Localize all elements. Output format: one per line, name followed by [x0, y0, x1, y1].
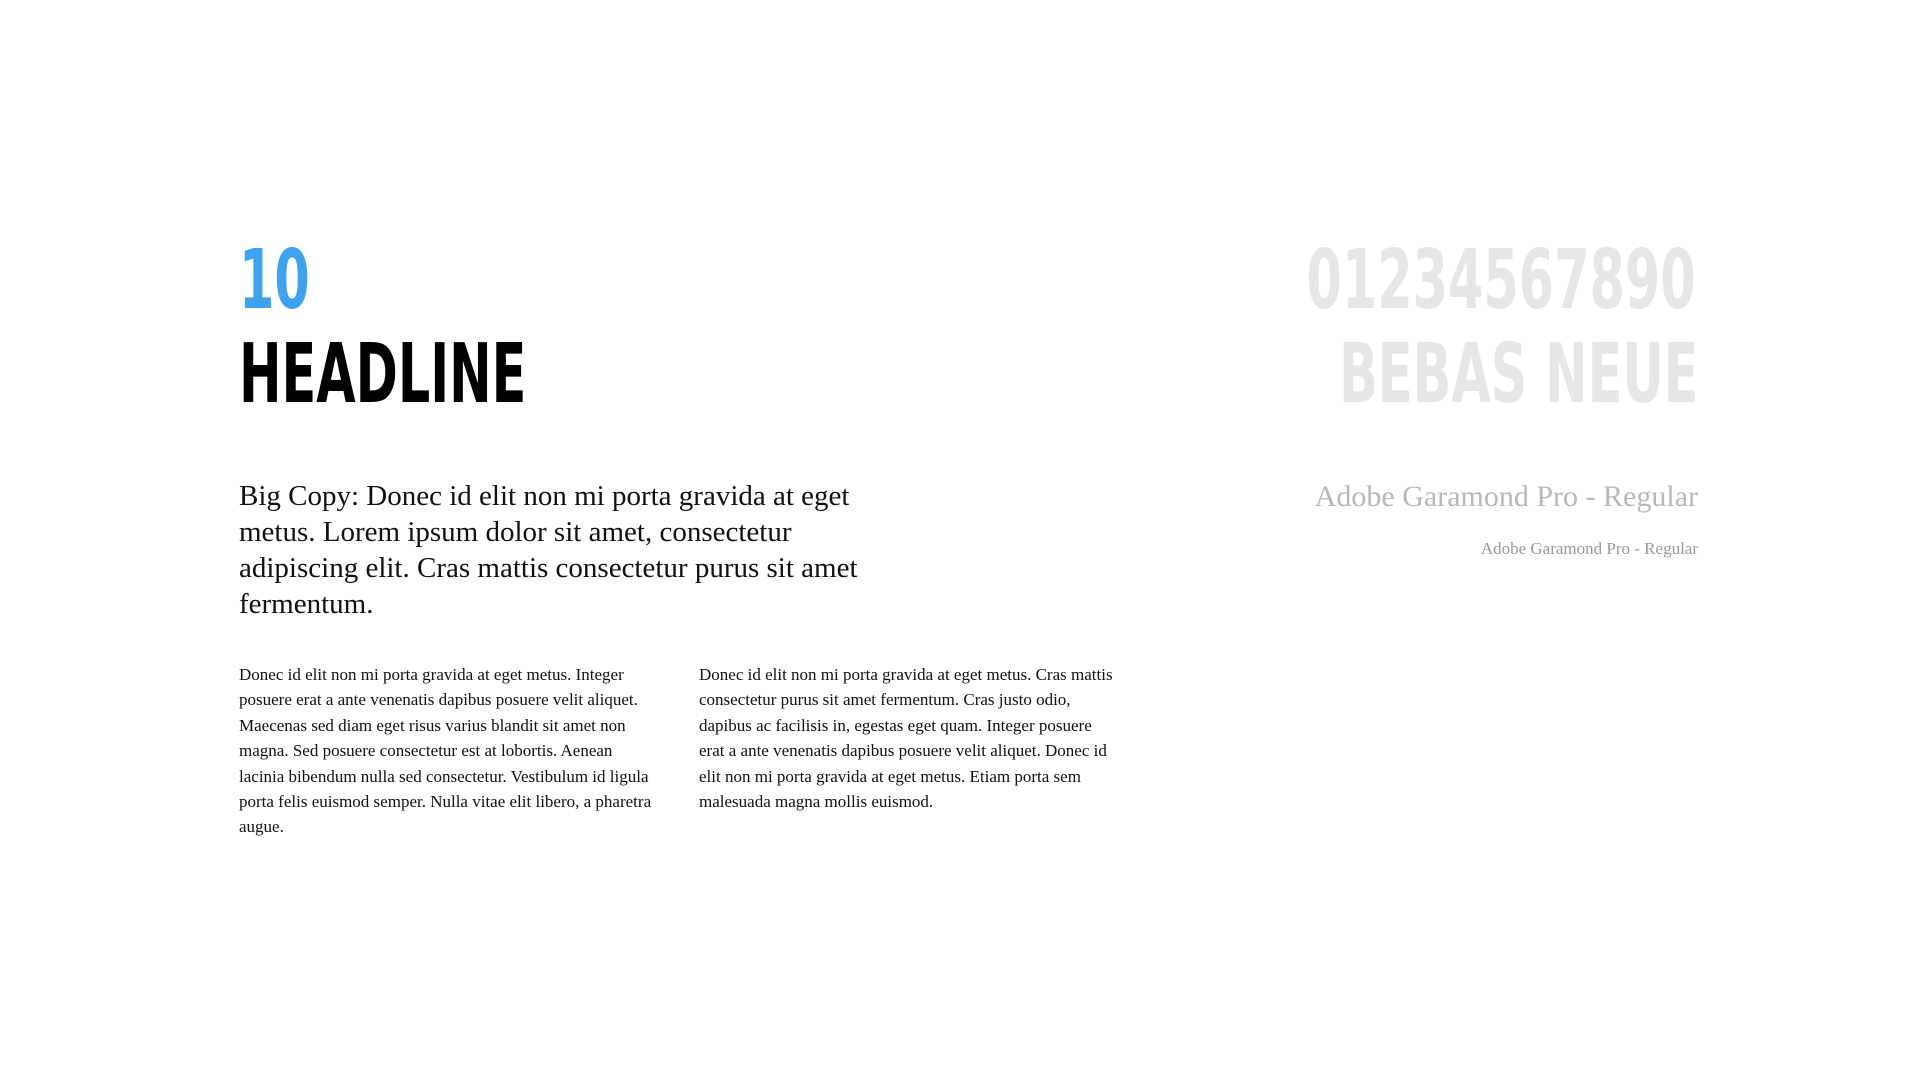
slide-number: 10: [239, 233, 310, 328]
body-font-label-large: Adobe Garamond Pro - Regular: [1314, 480, 1698, 513]
page-title: HEADLINE: [239, 327, 527, 422]
big-copy-paragraph: Big Copy: Donec id elit non mi porta gravida at eget metus. Lorem ipsum dolor sit amet, consectetur adipiscing elit. Cras mattis consectetur purus sit amet fermentum.: [239, 480, 858, 620]
body-text-column-1: Donec id elit non mi porta gravida at eget metus. Integer posuere erat a ante venenatis dapibus posuere velit aliquet. Maecenas sed diam eget risus varius blandit sit amet non magna. Sed posuere consectetur est at lobortis. Aenean lacinia bibendum nulla sed consectetur. Vestibulum id ligula porta felis euismod semper. Nulla vitae elit libero, a pharetra augue.: [239, 665, 652, 837]
numerals-sample: 01234567890: [1306, 233, 1696, 328]
body-text-column-2: Donec id elit non mi porta gravida at eget metus. Cras mattis consectetur purus sit amet fermentum. Cras justo odio, dapibus ac facilisis in, egestas eget quam. Integer posuere erat a ante venenatis dapibus posuere velit aliquet. Donec id elit non mi porta gravida at eget metus. Etiam porta sem malesuada magna mollis euismod.: [699, 665, 1113, 812]
display-font-name: BEBAS NEUE: [1338, 327, 1698, 422]
body-font-label-small: Adobe Garamond Pro - Regular: [1480, 539, 1698, 558]
